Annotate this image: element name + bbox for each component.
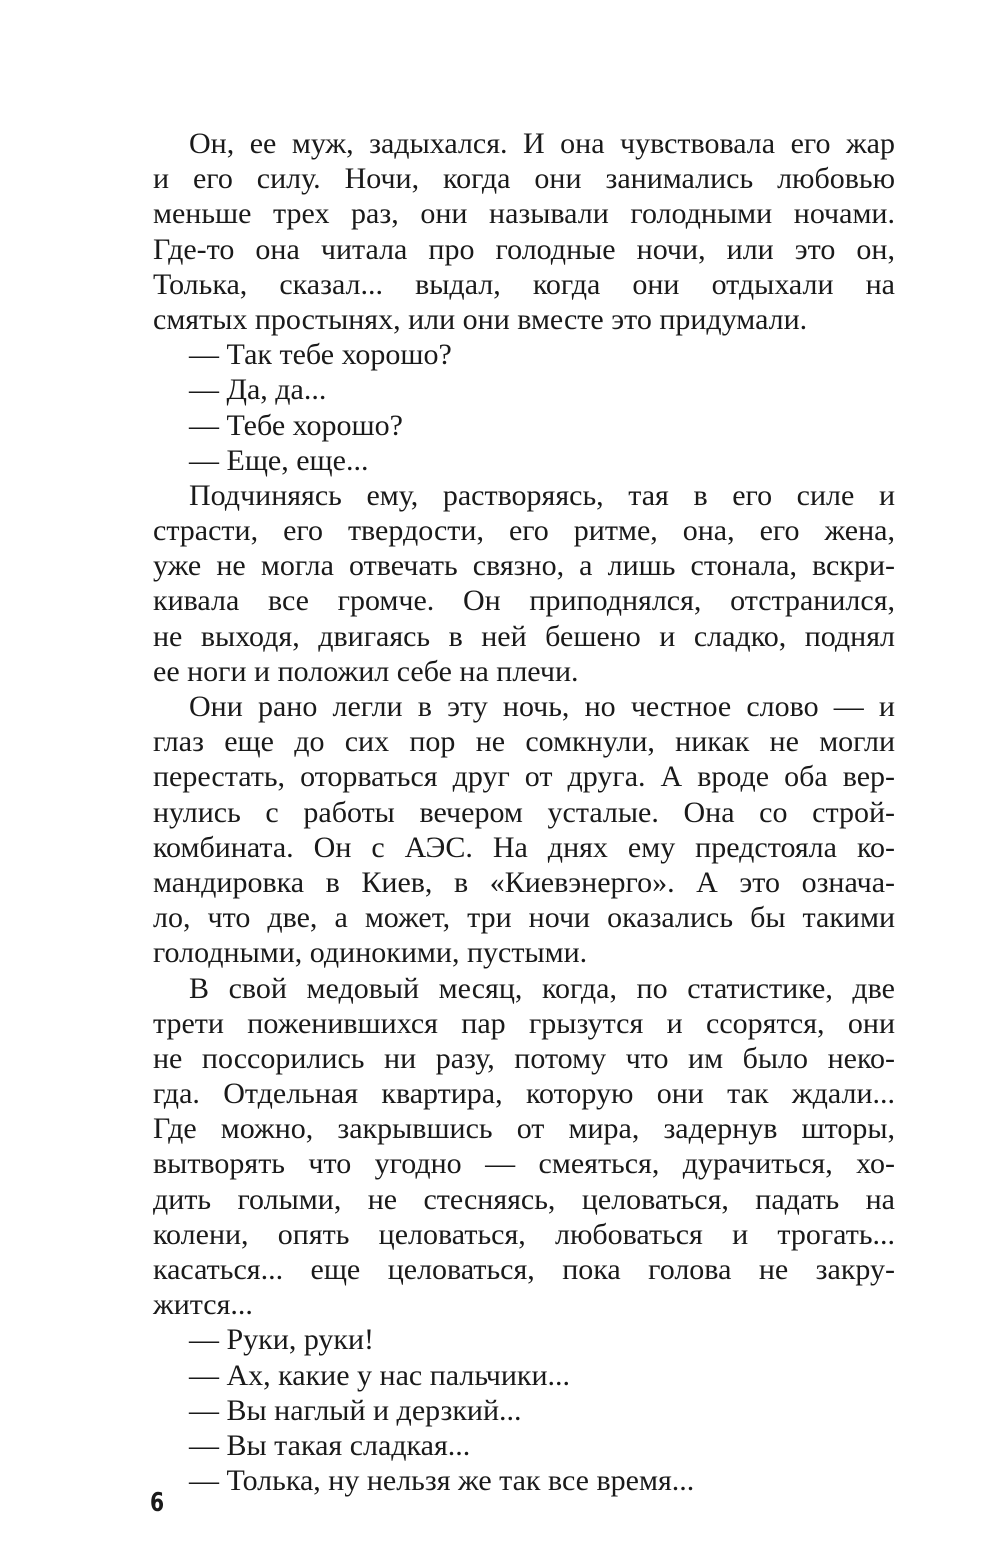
text-line: страсти, его твердости, его ритме, она, его жена, xyxy=(153,514,895,548)
text-line: уже не могла отвечать связно, а лишь стонала, вскри- xyxy=(153,549,895,583)
text-line: кивала все громче. Он приподнялся, отстранился, xyxy=(153,584,895,618)
text-line: — Еще, еще... xyxy=(189,443,369,477)
text-line: меньше трех раз, они называли голодными ночами. xyxy=(153,197,895,231)
text-line: — Вы такая сладкая... xyxy=(189,1428,471,1462)
text-line: Подчиняясь ему, растворяясь, тая в его силе и xyxy=(189,478,895,512)
text-line: нулись с работы вечером усталые. Она со строй- xyxy=(153,795,895,829)
text-line: ее ноги и положил себе на плечи. xyxy=(153,654,579,688)
text-line: смятых простынях, или они вместе это придумали. xyxy=(153,302,808,336)
text-line: — Толька, ну нельзя же так все время... xyxy=(189,1464,695,1498)
text-line: Где можно, закрывшись от мира, задернув шторы, xyxy=(153,1112,895,1146)
text-line: касаться... еще целоваться, пока голова не закру- xyxy=(153,1253,895,1286)
text-line: вытворять что угодно — смеяться, дурачиться, хо- xyxy=(153,1147,895,1181)
page-number: 6 xyxy=(150,1488,165,1518)
text-line: трети поженившихся пар грызутся и ссорятся, они xyxy=(153,1006,895,1040)
text-line: ло, что две, а может, три ночи оказались бы такими xyxy=(153,901,895,935)
text-line: комбината. Он с АЭС. На днях ему предстояла ко- xyxy=(153,830,895,864)
text-line: гда. Отдельная квартира, которую они так ждали... xyxy=(153,1077,895,1111)
text-line: не выходя, двигаясь в ней бешено и сладко, поднял xyxy=(153,619,895,653)
body-text xyxy=(153,126,895,1498)
text-line: Они рано легли в эту ночь, но честное слово — и xyxy=(189,690,895,723)
text-line: и его силу. Ночи, когда они занимались любовью xyxy=(153,162,895,196)
text-line: не поссорились ни разу, потому что им было неко- xyxy=(153,1041,895,1075)
text-line: Он, ее муж, задыхался. И она чувствовала его жар xyxy=(189,127,895,160)
text-line: мандировка в Киев, в «Киевэнерго». А это означа- xyxy=(153,865,895,899)
text-line: голодными, одинокими, пустыми. xyxy=(153,936,588,970)
text-line: колени, опять целоваться, любоваться и трогать... xyxy=(153,1217,895,1251)
text-line: В свой медовый месяц, когда, по статистике, две xyxy=(189,971,895,1005)
text-line: Толька, сказал... выдал, когда они отдыхали на xyxy=(153,267,895,301)
text-line: Где-то она читала про голодные ночи, или это он, xyxy=(153,232,895,266)
text-line: перестать, оторваться друг от друга. А вроде оба вер- xyxy=(153,760,895,794)
text-line: — Вы наглый и дерзкий... xyxy=(189,1393,522,1427)
text-line: глаз еще до сих пор не сомкнули, никак не могли xyxy=(153,725,895,759)
text-line: — Так тебе хорошо? xyxy=(189,338,452,372)
text-line: — Ах, какие у нас пальчики... xyxy=(189,1358,571,1392)
text-line: жится... xyxy=(153,1288,253,1322)
text-line: — Руки, руки! xyxy=(189,1323,375,1357)
text-line: — Тебе хорошо? xyxy=(189,408,403,442)
text-line: дить голыми, не стесняясь, целоваться, падать на xyxy=(153,1182,895,1216)
text-line: — Да, да... xyxy=(189,373,327,407)
